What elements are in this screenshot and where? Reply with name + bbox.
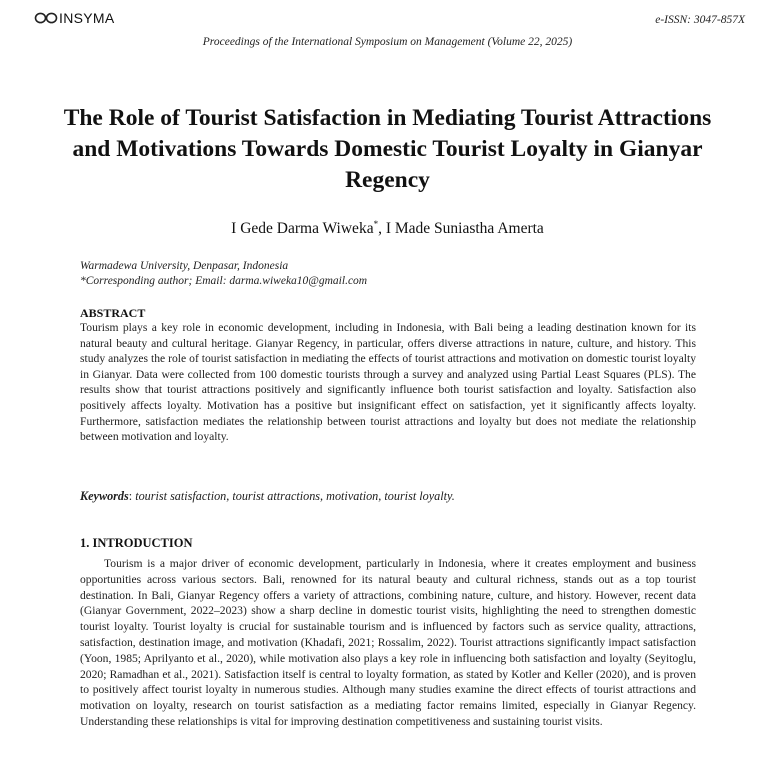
author-1: I Gede Darma Wiweka [231,220,374,238]
corresponding-author: *Corresponding author; Email: darma.wiweka10@gmail.com [80,275,368,287]
keywords-line [80,489,700,504]
introduction-body: Tourism is a major driver of economic development, particularly in Indonesia, where it creates employment and business opportunities across various sectors. Bali, renowned for its natural beauty and cultural richness, stands out as a top tourist destination. In Bali, Gianyar Regency offers a variety of attractions, combining nature, culture, and history. However, recent data (Gianyar Government, 2022–2023) show a sharp decline in domestic tourist visits, highlighting the need to strengthen domestic tourist loyalty. Tourist loyalty is crucial for sustainable tourism and is influenced by factors such as service quality, attractions, satisfaction, destination image, and motivation (Khadafi, 2021; Rossalim, 2022). Tourist attractions significantly impact satisfaction (Yoon, 1985; Aprilyanto et al., 2020), while motivation also plays a key role in influencing both satisfaction and loyalty (Seyitoglu, 2020; Ramadhan et al., 2021). Satisfaction itself is central to loyalty formation, as stated by Kotler and Keller (2020), and is proven to positively affect tourist loyalty in numerous studies. Although many studies examine the direct effects of tourist attractions and motivation on loyalty, research on tourist satisfaction as a mediating factor remains limited, especially in Gianyar Regency. Understanding these relationships is vital for improving destination competitiveness and sustaining tourist visits. [80,557,696,728]
keywords-value: tourist satisfaction, tourist attractions, motivation, tourist loyalty. [135,489,455,503]
logo-text: INSYMA [59,10,115,26]
insyma-logo [34,10,114,26]
corresponding-mark: * [373,219,379,229]
proceedings-line: Proceedings of the International Symposium on Management (Volume 22, 2025) [202,36,573,48]
abstract-heading: ABSTRACT [80,306,146,320]
keywords-separator: : [128,489,136,503]
affiliation: Warmadewa University, Denpasar, Indonesia [80,260,289,272]
page-header [34,10,745,34]
author-line [0,219,775,238]
abstract-body: Tourism plays a key role in economic development, including in Indonesia, with Bali being a leading destination known for its natural beauty and cultural heritage. Gianyar Regency, in particular, offers diverse attractions in nature, culture, and history. This study analyzes the role of tourist satisfaction in mediating the effects of tourist attractions and motivation on domestic tourist loyalty in Gianyar. Data were collected from 100 domestic tourists through a survey and analyzed using Partial Least Squares (PLS). The results show that tourist attractions positively and significantly influence both tourist satisfaction and loyalty. Satisfaction also positively affects loyalty. Motivation has a positive but insignificant effect on satisfaction, yet it significantly affects loyalty. Furthermore, satisfaction mediates the relationship between tourist attractions and loyalty but does not mediate the relationship between motivation and loyalty. [80,321,696,444]
paper-title: The Role of Tourist Satisfaction in Mediating Tourist Attractions and Motivations Towards Domestic Tourist Loyalty in Gianyar Regency [63,105,712,193]
author-separator: , [378,220,386,238]
issn: e-ISSN: 3047-857X [655,14,745,26]
affiliation-block [80,259,367,289]
keywords-label: Keywords [80,489,129,503]
introduction-heading: 1. INTRODUCTION [80,536,193,550]
infinity-logo-icon [34,11,58,25]
author-2: I Made Suniastha Amerta [385,220,544,238]
